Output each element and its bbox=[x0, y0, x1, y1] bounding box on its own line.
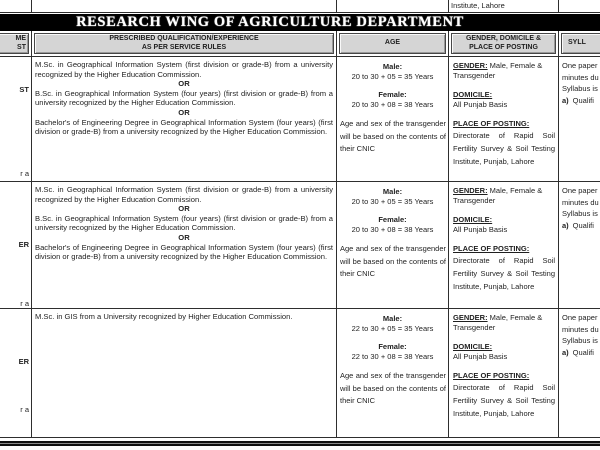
qualification-cell: M.Sc. in Geographical Information System (first division or grade-B) from a university recognized by the Higher Education Commission. OR B.Sc. in Geographical Information System (four years) (first division or grade-B) from a university recognized by the Higher Education Commission. OR Bachelor's of Engineering Degree in Geographical Information System (four years) (first division or grade-B) from a university recognized by the Higher Education Commission. bbox=[32, 182, 337, 308]
section-title: RESEARCH WING OF AGRICULTURE DEPARTMENT bbox=[76, 14, 464, 30]
gender-domicile-cell: GENDER: Male, Female & Transgender DOMICILE: All Punjab Basis PLACE OF POSTING: Directorate of Rapid Soil Fertility Survey & Soil Testing Institute, Punjab, Lahore bbox=[449, 182, 559, 308]
age-cell: Male: 20 to 30 + 05 = 35 Years Female: 20 to 30 + 08 = 38 Years Age and sex of the transgender will be based on the contents of their CNIC bbox=[337, 182, 449, 308]
prev-syllabus-cell bbox=[559, 0, 600, 12]
col-header-age: AGE bbox=[337, 31, 449, 56]
prev-qualification-cell bbox=[32, 0, 337, 12]
post-cell: ER r a bbox=[0, 182, 32, 308]
post-cell: ST r a bbox=[0, 57, 32, 181]
syllabus-cell: One paper minutes du Syllabus is a) Qualifi bbox=[562, 313, 599, 357]
col-header-gender-domicile: GENDER, DOMICILE & PLACE OF POSTING bbox=[449, 31, 559, 56]
syllabus-cell: One paper minutes du Syllabus is a) Qualifi bbox=[562, 61, 599, 105]
gender-domicile-cell: GENDER: Male, Female & Transgender DOMICILE: All Punjab Basis PLACE OF POSTING: Directorate of Rapid Soil Fertility Survey & Soil Testing Institute, Punjab, Lahore bbox=[449, 309, 559, 437]
table-row bbox=[0, 309, 600, 438]
prev-posting-cell: Institute, Lahore bbox=[449, 0, 559, 12]
table-row bbox=[0, 57, 600, 182]
table-header-row bbox=[0, 31, 600, 57]
section-banner bbox=[0, 14, 600, 31]
section-end-bar bbox=[0, 441, 600, 446]
syllabus-cell: One paper minutes du Syllabus is a) Qualifi bbox=[562, 186, 599, 230]
age-cell: Male: 20 to 30 + 05 = 35 Years Female: 20 to 30 + 08 = 38 Years Age and sex of the transgender will be based on the contents of their CNIC bbox=[337, 57, 449, 181]
qualification-cell: M.Sc. in Geographical Information System (first division or grade-B) from a university recognized by the Higher Education Commission. OR B.Sc. in Geographical Information System (four years) (first division or grade-B) from a university recognized by the Higher Education Commission. OR Bachelor's of Engineering Degree in Geographical Information System (four years) (first division or grade-B) from a university recognized by the Higher Education Commission. bbox=[32, 57, 337, 181]
gender-domicile-cell: GENDER: Male, Female & Transgender DOMICILE: All Punjab Basis PLACE OF POSTING: Directorate of Rapid Soil Fertility Survey & Soil Testing Institute, Punjab, Lahore bbox=[449, 57, 559, 181]
post-cell: ER r a bbox=[0, 309, 32, 437]
col-header-syllabus: SYLL bbox=[559, 31, 600, 56]
col-header-post: ME ST bbox=[0, 31, 32, 56]
age-cell: Male: 22 to 30 + 05 = 35 Years Female: 22 to 30 + 08 = 38 Years Age and sex of the transgender will be based on the contents of their CNIC bbox=[337, 309, 449, 437]
previous-table-partial-row bbox=[0, 0, 600, 13]
prev-post-cell bbox=[0, 0, 32, 12]
col-header-qualification: PRESCRIBED QUALIFICATION/EXPERIENCE AS PER SERVICE RULES bbox=[32, 31, 337, 56]
prev-age-cell bbox=[337, 0, 449, 12]
qualification-cell: M.Sc. in GIS from a University recognized by Higher Education Commission. bbox=[32, 309, 337, 437]
table-row bbox=[0, 182, 600, 309]
